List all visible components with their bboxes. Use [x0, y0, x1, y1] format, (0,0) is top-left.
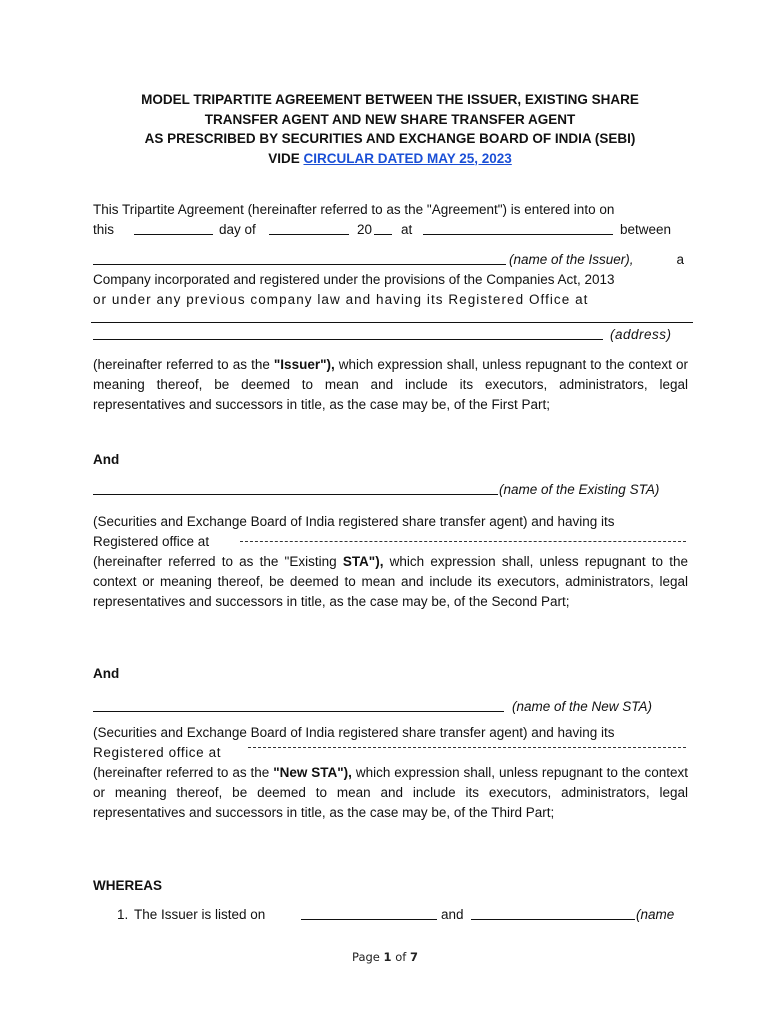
issuer-name-hint: (name of the Issuer),: [509, 252, 634, 267]
issuer-name-line: [93, 250, 688, 270]
new-sta-block: [93, 723, 688, 822]
existing-sta-name-blank[interactable]: [93, 476, 498, 495]
day-blank[interactable]: [134, 216, 213, 235]
day-of-label: day of: [219, 222, 256, 237]
title-vide: VIDE: [268, 150, 304, 166]
page-footer: [0, 950, 770, 964]
new-sta-name-hint: (name of the New STA): [512, 699, 653, 714]
existing-sta-name-hint: (name of the Existing STA): [499, 482, 660, 497]
page-label: Page: [352, 950, 380, 964]
circular-link[interactable]: CIRCULAR DATED MAY 25, 2023: [303, 150, 512, 166]
issuer-a: a: [676, 252, 684, 267]
intro-paragraph: [93, 200, 688, 240]
issuer-reference-paragraph: [93, 355, 688, 414]
new-ref-bold: "New STA"),: [273, 765, 352, 780]
issuer-block: [93, 250, 688, 310]
issuer-ref-bold: "Issuer"),: [273, 357, 335, 372]
existing-sta-line-1: (Securities and Exchange Board of India registered share transfer agent) and having its: [93, 514, 615, 529]
address-hint: (address): [610, 327, 672, 342]
year-blank[interactable]: [374, 216, 392, 235]
new-office-label: Registered office at: [93, 745, 222, 760]
of-label: of: [395, 950, 407, 964]
existing-ref-post: which expression shall, unless repugnant to the context or meaning thereof, be deemed to mean and include its executors, administrators, legal representatives and successors in title, as the case may be, of the Second Part;: [93, 554, 688, 609]
existing-sta-block: [93, 512, 688, 611]
title-line-4: [80, 149, 700, 169]
exchange-1-blank[interactable]: [301, 901, 437, 920]
page-total: 7: [409, 950, 418, 964]
new-reference-paragraph: [93, 763, 688, 822]
title-line-2: TRANSFER AGENT AND NEW SHARE TRANSFER AGENT: [204, 111, 576, 127]
company-line: Company incorporated and registered under the provisions of the Companies Act, 2013: [93, 272, 615, 287]
new-sta-name-line: [93, 697, 688, 717]
exchange-2-blank[interactable]: [471, 901, 635, 920]
issuer-ref-post: which expression shall, unless repugnant to the context or meaning thereof, be deemed to mean and include its executors, administrators, legal representatives and successors in title, as the case may be, of the First Part;: [93, 357, 688, 412]
whereas-heading: WHEREAS: [93, 878, 163, 893]
existing-sta-name-line: [93, 480, 688, 500]
new-office-line: [93, 743, 688, 763]
existing-office-line: [93, 532, 688, 552]
title-line-1: MODEL TRIPARTITE AGREEMENT BETWEEN THE ISSUER, EXISTING SHARE: [141, 92, 639, 107]
whereas-item-1-text: The Issuer is listed on: [134, 907, 266, 922]
page-number: 1: [383, 950, 392, 964]
whereas-name-hint: (name: [636, 907, 675, 922]
place-blank[interactable]: [423, 216, 613, 235]
new-ref-pre: (hereinafter referred to as the: [93, 765, 274, 780]
existing-ref-pre: (hereinafter referred to as the "Existing: [93, 554, 343, 569]
previous-law-line: or under any previous company law and having its Registered Office at: [93, 292, 589, 307]
existing-reference-paragraph: [93, 552, 688, 611]
whereas-item-1: [93, 905, 688, 925]
intro-line-2: [93, 220, 688, 240]
this-label: this: [93, 222, 115, 237]
new-sta-line-1: (Securities and Exchange Board of India registered share transfer agent) and having its: [93, 725, 615, 740]
and-heading-2: And: [93, 666, 120, 681]
whereas-and: and: [441, 907, 464, 922]
year-label: 20: [357, 222, 373, 237]
existing-office-blank[interactable]: [240, 541, 686, 542]
new-ref-post: which expression shall, unless repugnant to the context or meaning thereof, be deemed to mean and include its executors, administrators, legal representatives and successors in title, as the case may be, of the Third Part;: [93, 765, 689, 820]
whereas-item-1-number: 1.: [117, 907, 129, 922]
at-label: at: [401, 222, 413, 237]
and-heading-1: And: [93, 452, 120, 467]
new-sta-name-blank[interactable]: [93, 693, 504, 712]
new-office-blank[interactable]: [248, 747, 686, 748]
existing-ref-bold: STA"),: [342, 554, 384, 569]
title-line-3: AS PRESCRIBED BY SECURITIES AND EXCHANGE BOARD OF INDIA (SEBI): [144, 131, 636, 146]
document-title: [80, 90, 700, 168]
between-label: between: [620, 222, 672, 237]
existing-office-label: Registered office at: [93, 534, 210, 549]
address-blank[interactable]: [93, 321, 603, 340]
month-blank[interactable]: [269, 216, 349, 235]
intro-line-1: This Tripartite Agreement (hereinafter referred to as the "Agreement") is entered into on: [93, 202, 615, 217]
address-line: [91, 322, 693, 343]
issuer-name-blank[interactable]: [93, 246, 506, 265]
issuer-ref-pre: (hereinafter referred to as the: [93, 357, 274, 372]
